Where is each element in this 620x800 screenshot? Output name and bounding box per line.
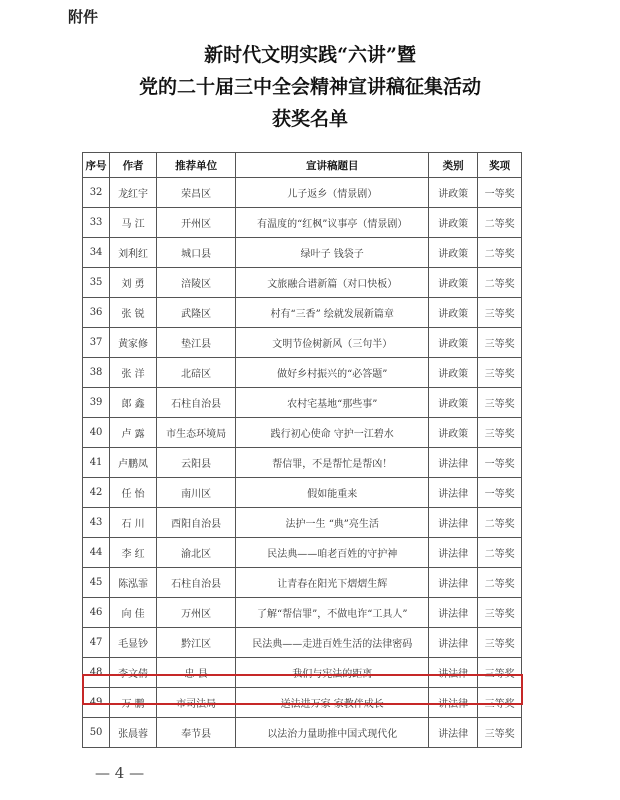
cell-award: 一等奖 [478,448,522,478]
cell-category: 讲政策 [429,238,478,268]
cell-author: 万 鹏 [110,688,157,718]
cell-speech-title: 民法典——咱老百姓的守护神 [236,538,429,568]
cell-speech-title: 践行初心使命 守护一江碧水 [236,418,429,448]
cell-number: 36 [83,298,110,328]
cell-author: 刘 勇 [110,268,157,298]
column-header-category: 类别 [429,153,478,178]
cell-award: 三等奖 [478,418,522,448]
cell-category: 讲法律 [429,658,478,688]
table-row [83,658,522,688]
cell-category: 讲法律 [429,688,478,718]
cell-speech-title: 儿子返乡（情景剧） [236,178,429,208]
column-header-award: 奖项 [478,153,522,178]
cell-number: 37 [83,328,110,358]
cell-number: 40 [83,418,110,448]
table-row [83,418,522,448]
cell-unit: 城口县 [157,238,236,268]
cell-speech-title: 农村宅基地“那些事” [236,388,429,418]
cell-category: 讲法律 [429,448,478,478]
cell-author: 马 江 [110,208,157,238]
cell-category: 讲法律 [429,568,478,598]
cell-unit: 市生态环境局 [157,418,236,448]
cell-category: 讲政策 [429,418,478,448]
table-row [83,298,522,328]
cell-unit: 市司法局 [157,688,236,718]
cell-author: 刘利红 [110,238,157,268]
cell-speech-title: 民法典——走进百姓生活的法律密码 [236,628,429,658]
cell-unit: 北碚区 [157,358,236,388]
cell-unit: 南川区 [157,478,236,508]
cell-unit: 垫江县 [157,328,236,358]
cell-speech-title: 我们与宪法的距离 [236,658,429,688]
cell-award: 三等奖 [478,658,522,688]
table-row [83,718,522,748]
cell-author: 黄家修 [110,328,157,358]
cell-author: 卢 露 [110,418,157,448]
cell-speech-title: 以法治力量助推中国式现代化 [236,718,429,748]
table-row [83,628,522,658]
cell-award: 三等奖 [478,358,522,388]
cell-unit: 荣昌区 [157,178,236,208]
cell-category: 讲法律 [429,478,478,508]
cell-author: 石 川 [110,508,157,538]
cell-award: 二等奖 [478,208,522,238]
cell-number: 48 [83,658,110,688]
table-row [83,688,522,718]
table-row [83,358,522,388]
cell-speech-title: 帮信罪，不是帮忙是帮凶！ [236,448,429,478]
cell-unit: 万州区 [157,598,236,628]
cell-number: 46 [83,598,110,628]
cell-category: 讲政策 [429,328,478,358]
table-row [83,328,522,358]
cell-number: 43 [83,508,110,538]
cell-award: 二等奖 [478,268,522,298]
cell-award: 三等奖 [478,598,522,628]
table-row [83,208,522,238]
award-list-table [82,152,522,748]
cell-unit: 武隆区 [157,298,236,328]
cell-speech-title: 村有“三香” 绘就发展新篇章 [236,298,429,328]
cell-author: 李文倩 [110,658,157,688]
table-row [83,538,522,568]
attachment-label: 附件 [68,8,99,26]
cell-speech-title: 了解“帮信罪”，不做电诈“工具人” [236,598,429,628]
cell-unit: 酉阳自治县 [157,508,236,538]
cell-unit: 奉节县 [157,718,236,748]
cell-speech-title: 送法进万家 家教伴成长 [236,688,429,718]
page-number: — 4 — [95,764,145,782]
cell-author: 张晨蓉 [110,718,157,748]
cell-award: 二等奖 [478,538,522,568]
cell-category: 讲政策 [429,178,478,208]
cell-number: 34 [83,238,110,268]
cell-number: 39 [83,388,110,418]
cell-number: 33 [83,208,110,238]
cell-category: 讲法律 [429,508,478,538]
cell-speech-title: 文旅融合谱新篇（对口快板） [236,268,429,298]
table-header-row [83,153,522,178]
cell-number: 50 [83,718,110,748]
cell-category: 讲政策 [429,298,478,328]
cell-award: 三等奖 [478,628,522,658]
column-header-number: 序号 [83,153,110,178]
cell-number: 32 [83,178,110,208]
table-row [83,568,522,598]
cell-speech-title: 假如能重来 [236,478,429,508]
table-row [83,268,522,298]
cell-category: 讲政策 [429,388,478,418]
cell-award: 一等奖 [478,478,522,508]
cell-category: 讲法律 [429,628,478,658]
cell-unit: 石柱自治县 [157,568,236,598]
column-header-author: 作者 [110,153,157,178]
cell-category: 讲法律 [429,718,478,748]
table-row [83,178,522,208]
cell-number: 38 [83,358,110,388]
table-row [83,598,522,628]
cell-author: 张 洋 [110,358,157,388]
cell-number: 42 [83,478,110,508]
table-row [83,478,522,508]
cell-author: 张 锐 [110,298,157,328]
cell-award: 一等奖 [478,178,522,208]
column-header-unit: 推荐单位 [157,153,236,178]
table-body [83,178,522,748]
cell-number: 47 [83,628,110,658]
page-title-line-2: 党的二十届三中全会精神宣讲稿征集活动 [138,76,481,98]
cell-award: 二等奖 [478,568,522,598]
cell-award: 三等奖 [478,388,522,418]
page-title-line-3: 获奖名单 [271,108,348,130]
cell-author: 李 红 [110,538,157,568]
table-row [83,238,522,268]
cell-author: 陈泓霏 [110,568,157,598]
cell-category: 讲政策 [429,208,478,238]
cell-unit: 云阳县 [157,448,236,478]
cell-speech-title: 做好乡村振兴的“必答题” [236,358,429,388]
cell-author: 毛显钞 [110,628,157,658]
table-row [83,388,522,418]
cell-unit: 忠 县 [157,658,236,688]
cell-author: 卢鹏凤 [110,448,157,478]
cell-author: 龙红宇 [110,178,157,208]
cell-unit: 石柱自治县 [157,388,236,418]
cell-category: 讲政策 [429,358,478,388]
cell-award: 三等奖 [478,328,522,358]
cell-number: 44 [83,538,110,568]
cell-author: 任 怡 [110,478,157,508]
cell-category: 讲政策 [429,268,478,298]
cell-category: 讲法律 [429,538,478,568]
cell-number: 35 [83,268,110,298]
cell-award: 三等奖 [478,688,522,718]
cell-number: 49 [83,688,110,718]
cell-award: 三等奖 [478,298,522,328]
cell-unit: 开州区 [157,208,236,238]
cell-category: 讲法律 [429,598,478,628]
cell-author: 郎 鑫 [110,388,157,418]
cell-speech-title: 有温度的“红枫”议事亭（情景剧） [236,208,429,238]
cell-unit: 渝北区 [157,538,236,568]
cell-unit: 涪陵区 [157,268,236,298]
cell-number: 41 [83,448,110,478]
cell-award: 二等奖 [478,508,522,538]
cell-number: 45 [83,568,110,598]
cell-award: 二等奖 [478,238,522,268]
cell-speech-title: 让青春在阳光下熠熠生辉 [236,568,429,598]
cell-speech-title: 绿叶子 钱袋子 [236,238,429,268]
cell-award: 三等奖 [478,718,522,748]
cell-speech-title: 文明节俭树新风（三句半） [236,328,429,358]
table-row [83,508,522,538]
cell-author: 向 佳 [110,598,157,628]
column-header-speech-title: 宣讲稿题目 [236,153,429,178]
table-row [83,448,522,478]
cell-unit: 黔江区 [157,628,236,658]
page-title-line-1: 新时代文明实践“六讲”暨 [204,44,416,66]
cell-speech-title: 法护一生 “典”亮生活 [236,508,429,538]
